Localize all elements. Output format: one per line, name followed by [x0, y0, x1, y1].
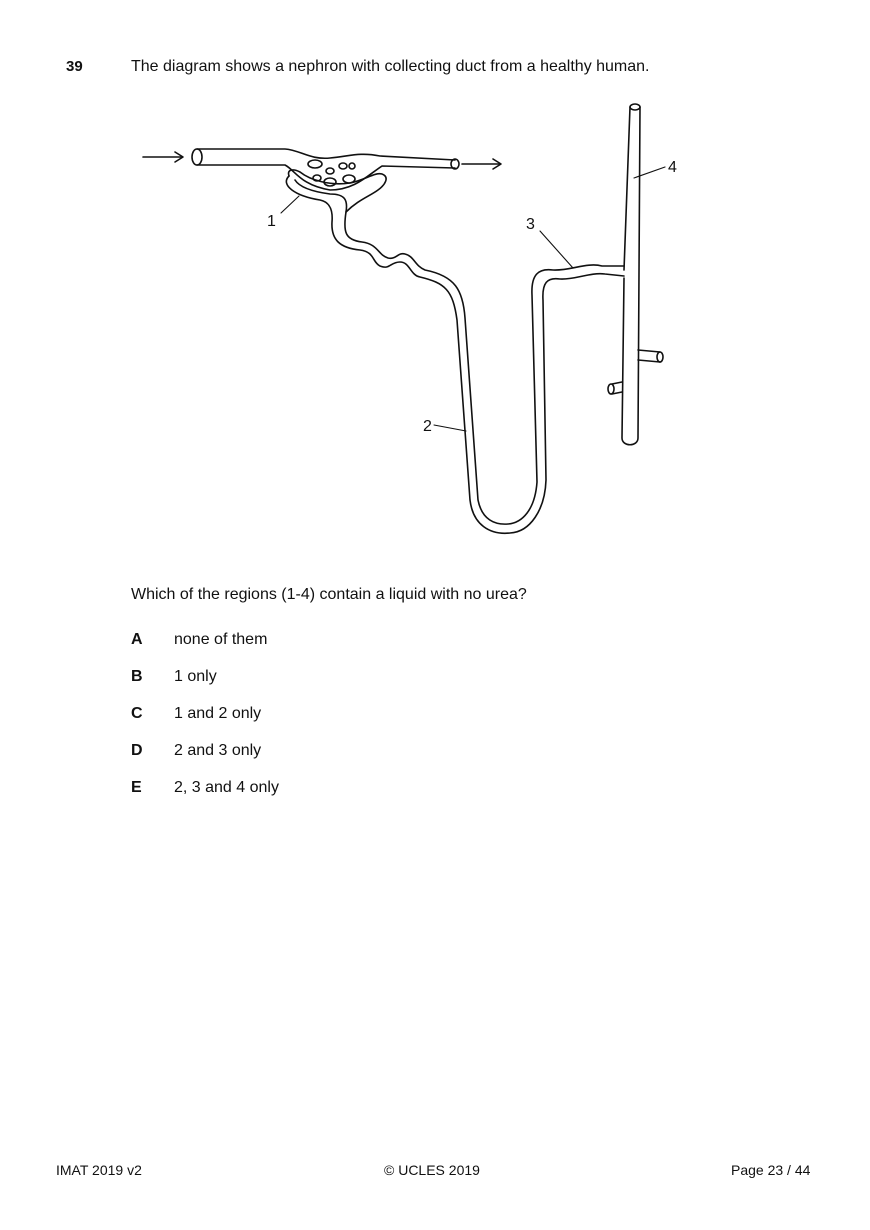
- option-a-text: none of them: [174, 631, 268, 648]
- option-a-letter: A: [131, 631, 143, 648]
- option-c-text: 1 and 2 only: [174, 705, 262, 722]
- question-prompt: Which of the regions (1-4) contain a liquid with no urea?: [131, 586, 527, 603]
- region-label-1: 1: [267, 213, 276, 230]
- outflow-arrow: [462, 159, 501, 169]
- option-d-text: 2 and 3 only: [174, 742, 262, 759]
- question-number: 39: [66, 58, 83, 75]
- region-label-3: 3: [526, 216, 535, 233]
- option-d-letter: D: [131, 742, 143, 759]
- option-e-text: 2, 3 and 4 only: [174, 779, 279, 796]
- option-c-letter: C: [131, 705, 143, 722]
- footer-page-number: Page 23 / 44: [731, 1162, 811, 1178]
- collecting-duct: [608, 104, 663, 445]
- nephron-tubule: [286, 170, 624, 533]
- question-text: The diagram shows a nephron with collecting duct from a healthy human.: [131, 58, 650, 75]
- region-label-2: 2: [423, 418, 432, 435]
- region-label-4: 4: [668, 159, 677, 176]
- option-b-letter: B: [131, 668, 143, 685]
- footer-copyright: © UCLES 2019: [384, 1162, 480, 1178]
- nephron-diagram: [0, 0, 870, 560]
- footer-exam-name: IMAT 2019 v2: [56, 1162, 142, 1178]
- glomerulus-vessel: [192, 149, 459, 190]
- label-pointers: [281, 167, 665, 431]
- option-b-text: 1 only: [174, 668, 217, 685]
- inflow-arrow: [143, 152, 183, 162]
- option-e-letter: E: [131, 779, 142, 796]
